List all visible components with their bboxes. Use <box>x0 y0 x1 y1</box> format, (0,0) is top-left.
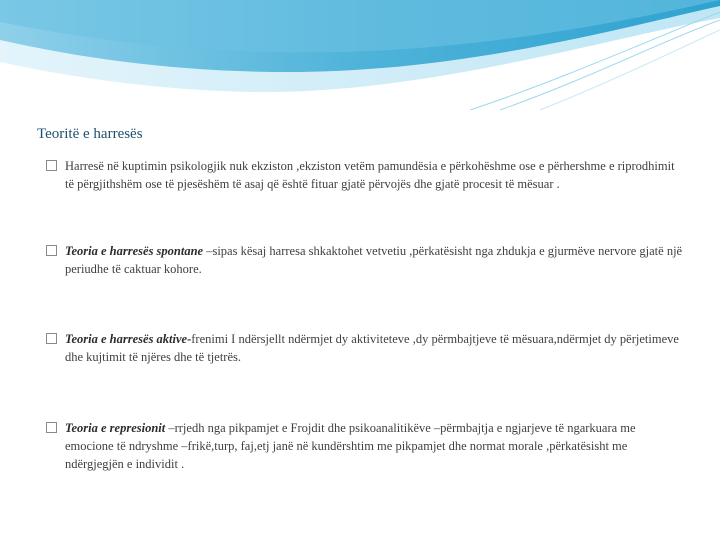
bullet-text <box>65 419 686 473</box>
bullet-text <box>65 330 686 366</box>
header-wave-decoration <box>0 0 720 110</box>
bullet-item <box>46 242 686 278</box>
square-bullet-icon <box>46 245 57 256</box>
bullet-body: Harresë në kuptimin psikologjik nuk ekziston ,ekziston vetëm pamundësia e përkohëshme ose e përhershme e riprodhimit të përgjithshëm ose të pjesëshëm të asaj që është fituar gjatë përvojës dhe gjatë procesit të mësuar . <box>65 159 675 191</box>
bullet-body: –rrjedh nga pikpamjet e Frojdit dhe psikoanalitikëve –përmbajtja e ngjarjeve të ngarkuara me emocione të ndryshme –frikë,turp, faj,etj janë në kundërshtim me pikpamjet dhe normat morale ,përkatësisht me ndërgjegjën e individit . <box>65 421 636 471</box>
bullet-lead: Teoria e harresës spontane <box>65 244 204 258</box>
bullet-item <box>46 419 686 473</box>
bullet-body: frenimi I ndërsjellt ndërmjet dy aktiviteteve ,dy përmbajtjeve të mësuara,ndërmjet dy përjetimeve dhe kujtimit të njëres dhe të tjetrës. <box>65 332 679 364</box>
square-bullet-icon <box>46 422 57 433</box>
bullet-text <box>65 242 686 278</box>
bullet-item <box>46 157 686 193</box>
bullet-lead: Teoria e harresës aktive- <box>65 332 192 346</box>
bullet-lead: Teoria e represionit <box>65 421 166 435</box>
square-bullet-icon <box>46 333 57 344</box>
bullet-item <box>46 330 686 366</box>
slide-title: Teoritë e harresës <box>37 126 143 142</box>
bullet-text <box>65 157 686 193</box>
square-bullet-icon <box>46 160 57 171</box>
bullet-body: –sipas kësaj harresa shkaktohet vetvetiu ,përkatësisht nga zhdukja e gjurmëve nervore gjatë një periudhe të caktuar kohore. <box>65 244 683 276</box>
